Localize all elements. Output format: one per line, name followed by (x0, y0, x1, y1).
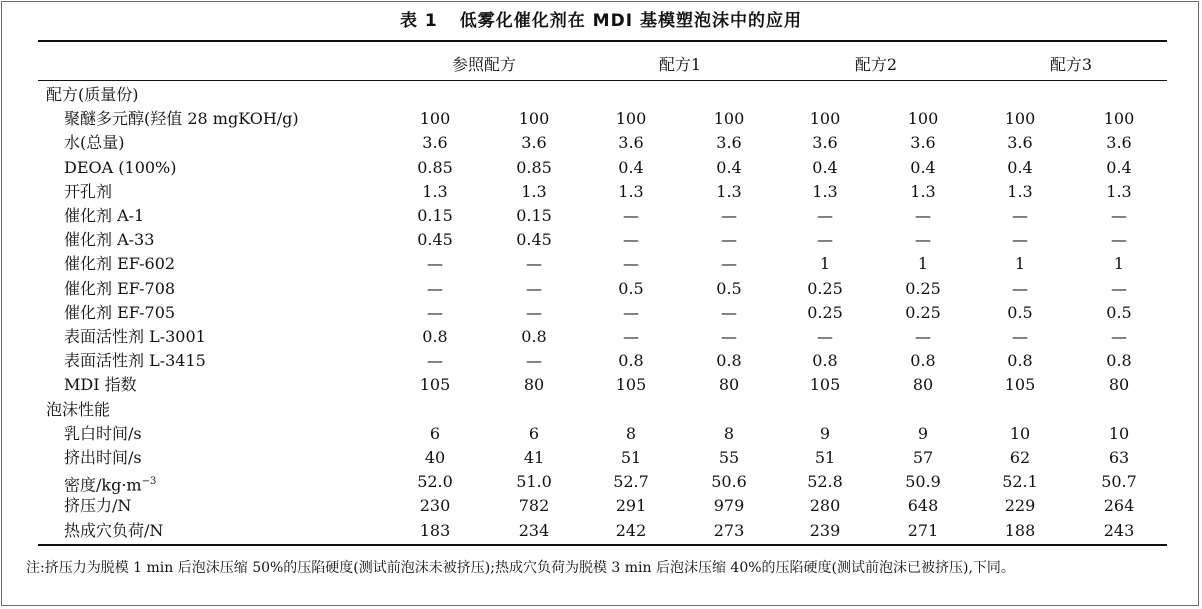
table-cell: 0.85 (417, 157, 453, 177)
row-label (64, 424, 142, 444)
row-label (64, 133, 125, 153)
table-cell: — (1111, 230, 1127, 250)
table-cell: 51.0 (516, 472, 552, 492)
row-label-text: MDI 指数 (64, 375, 137, 395)
table-cell: — (1111, 278, 1127, 298)
table-row (0, 400, 1202, 424)
table-cell: 50.7 (1101, 472, 1137, 492)
row-label-text: 开孔剂 (64, 181, 113, 201)
row-label (64, 496, 131, 516)
row-label-text: 挤出时间/s (64, 448, 142, 467)
table-row (0, 109, 1202, 133)
table-cell: 3.6 (422, 133, 448, 153)
table-cell: 41 (523, 448, 545, 467)
table-cell: — (623, 254, 639, 274)
table-cell: 6 (429, 423, 441, 443)
table-cell: 100 (907, 109, 939, 129)
table-row (0, 279, 1202, 303)
table-number: 表 1 (400, 11, 438, 31)
table-cell: 979 (713, 496, 745, 516)
table-cell: 8 (723, 423, 735, 443)
table-cell: 0.45 (417, 230, 453, 250)
table-cell: 271 (907, 520, 939, 540)
row-label-text: 催化剂 EF-708 (64, 278, 176, 298)
table-cell: 280 (809, 496, 841, 516)
table-cell: — (817, 327, 833, 346)
table-row (0, 230, 1202, 254)
table-cell: — (915, 327, 931, 346)
table-cell: 0.25 (807, 302, 843, 322)
table-cell: — (721, 254, 737, 274)
row-label (64, 327, 206, 347)
column-group-header: 参照配方 (451, 55, 517, 74)
table-cell: 0.5 (716, 278, 742, 298)
table-cell: 6 (528, 423, 540, 443)
row-label (64, 109, 299, 129)
table-cell: — (1111, 206, 1127, 225)
table-cell: — (623, 230, 639, 250)
table-cell: 80 (523, 375, 545, 395)
table-cell: 0.8 (618, 351, 644, 371)
table-cell: 9 (819, 423, 831, 443)
table-cell: 0.8 (812, 351, 838, 371)
table-row (0, 448, 1202, 472)
table-row (0, 424, 1202, 448)
table-cell: 0.8 (716, 351, 742, 371)
row-label-text: 配方(质量份) (46, 85, 139, 104)
section-label (46, 400, 110, 420)
table-row (0, 158, 1202, 182)
table-cell: 80 (912, 375, 934, 395)
table-cell: 62 (1009, 448, 1031, 467)
table-cell: 1.3 (812, 181, 838, 201)
table-row (0, 85, 1202, 109)
table-cell: 0.5 (618, 278, 644, 298)
row-label-text: 表面活性剂 L-3001 (64, 327, 206, 346)
row-label-text: 挤压力/N (64, 496, 132, 516)
table-cell: 100 (1103, 109, 1135, 129)
table-cell: 100 (713, 109, 745, 129)
table-cell: — (526, 278, 542, 298)
table-cell: — (721, 206, 737, 225)
table-cell: 0.4 (1007, 157, 1033, 177)
table-cell: — (623, 206, 639, 225)
table-cell: 0.8 (1007, 351, 1033, 371)
table-cell: 51 (620, 448, 642, 467)
table-cell: — (1111, 327, 1127, 346)
table-cell: 3.6 (618, 133, 644, 153)
table-cell: — (427, 302, 443, 322)
row-label-text: 催化剂 EF-705 (64, 302, 176, 322)
row-label-text: DEOA (100%) (64, 157, 177, 177)
header-rule (38, 80, 1167, 81)
table-row (0, 254, 1202, 278)
row-label-text: 乳白时间/s (64, 423, 142, 443)
table-cell: 188 (1004, 520, 1036, 540)
table-cell: 100 (615, 109, 647, 129)
row-label (64, 472, 156, 495)
table-title: 低雾化催化剂在 MDI 基模塑泡沫中的应用 (459, 11, 802, 31)
table-cell: 239 (809, 520, 841, 540)
table-cell: 243 (1103, 520, 1135, 540)
row-label (64, 303, 175, 323)
table-cell: 0.4 (618, 157, 644, 177)
table-cell: 1.3 (910, 181, 936, 201)
table-cell: — (427, 278, 443, 298)
table-cell: 57 (912, 448, 934, 467)
table-cell: 100 (1004, 109, 1036, 129)
table-cell: 0.8 (521, 327, 547, 346)
table-cell: 3.6 (812, 133, 838, 153)
table-row (0, 206, 1202, 230)
table-cell: 52.0 (417, 472, 453, 492)
row-label (64, 230, 154, 250)
table-cell: 648 (907, 496, 939, 516)
table-cell: — (427, 254, 443, 274)
row-label-text: 催化剂 A-1 (64, 206, 145, 225)
table-cell: — (526, 254, 542, 274)
table-cell: — (427, 351, 443, 371)
table-cell: — (1012, 327, 1028, 346)
section-label (46, 85, 139, 105)
column-group-header: 配方3 (1049, 55, 1093, 74)
row-label (64, 351, 206, 371)
table-row (0, 472, 1202, 496)
table-cell: 291 (615, 496, 647, 516)
table-cell: 100 (419, 109, 451, 129)
table-cell: 51 (814, 448, 836, 467)
table-cell: 100 (518, 109, 550, 129)
table-cell: 0.4 (812, 157, 838, 177)
table-cell: 0.45 (516, 230, 552, 250)
table-cell: 63 (1108, 448, 1130, 467)
row-label (64, 448, 142, 468)
table-cell: 10 (1108, 423, 1130, 443)
table-cell: 1 (1014, 254, 1026, 274)
table-row (0, 133, 1202, 157)
table-cell: 0.8 (422, 327, 448, 346)
table-cell: 264 (1103, 496, 1135, 516)
table-cell: 3.6 (910, 133, 936, 153)
table-row (0, 303, 1202, 327)
table-cell: 8 (625, 423, 637, 443)
row-label (64, 182, 112, 202)
table-cell: 50.6 (711, 472, 747, 492)
table-cell: — (1012, 230, 1028, 250)
table-row (0, 182, 1202, 206)
table-cell: 1 (1113, 254, 1125, 274)
table-cell: 3.6 (1007, 133, 1033, 153)
table-cell: 0.25 (905, 278, 941, 298)
table-cell: 100 (809, 109, 841, 129)
table-cell: 55 (718, 448, 740, 467)
column-group-header: 配方1 (658, 55, 702, 74)
row-label-text: 表面活性剂 L-3415 (64, 351, 206, 371)
table-cell: 0.85 (516, 157, 552, 177)
table-cell: 0.15 (516, 206, 552, 225)
table-cell: 273 (713, 520, 745, 540)
table-cell: 1.3 (422, 181, 448, 201)
table-cell: 1.3 (1106, 181, 1132, 201)
table-cell: 0.5 (1007, 302, 1033, 322)
row-label-text: 催化剂 EF-602 (64, 254, 176, 274)
row-label (64, 206, 144, 226)
unit-exponent: −3 (141, 476, 157, 488)
top-rule (38, 40, 1167, 42)
table-row (0, 327, 1202, 351)
table-cell: 40 (424, 448, 446, 467)
table-cell: 1.3 (1007, 181, 1033, 201)
table-cell: 782 (518, 496, 550, 516)
table-cell: — (1012, 206, 1028, 225)
table-cell: 183 (419, 520, 451, 540)
table-cell: 230 (419, 496, 451, 516)
table-cell: 50.9 (905, 472, 941, 492)
row-label-text: 催化剂 A-33 (64, 230, 155, 250)
table-cell: 0.4 (1106, 157, 1132, 177)
table-cell: — (1012, 278, 1028, 298)
row-label-text: 水(总量) (64, 133, 125, 153)
table-cell: — (721, 327, 737, 346)
table-cell: — (526, 302, 542, 322)
table-cell: — (915, 206, 931, 225)
table-cell: 234 (518, 520, 550, 540)
table-cell: — (817, 230, 833, 250)
row-label (64, 375, 137, 395)
table-row (0, 496, 1202, 520)
table-caption (0, 6, 1202, 31)
table-row (0, 521, 1202, 545)
table-cell: 0.25 (807, 278, 843, 298)
table-cell: 0.8 (910, 351, 936, 371)
table-cell: 1 (819, 254, 831, 274)
table-cell: — (623, 302, 639, 322)
row-label (64, 158, 177, 178)
table-cell: 242 (615, 520, 647, 540)
table-row (0, 351, 1202, 375)
table-cell: 105 (809, 375, 841, 395)
table-cell: — (915, 230, 931, 250)
table-cell: 10 (1009, 423, 1031, 443)
table-cell: 0.8 (1106, 351, 1132, 371)
table-cell: 0.5 (1106, 302, 1132, 322)
table-cell: 52.1 (1002, 472, 1038, 492)
table-cell: 1.3 (716, 181, 742, 201)
column-group-header: 配方2 (854, 55, 898, 74)
row-label (64, 279, 175, 299)
row-label (64, 521, 163, 541)
table-cell: 80 (718, 375, 740, 395)
table-cell: 0.15 (417, 206, 453, 225)
table-cell: — (526, 351, 542, 371)
table-cell: 105 (615, 375, 647, 395)
table-cell: 229 (1004, 496, 1036, 516)
table-cell: — (623, 327, 639, 346)
row-label (64, 254, 175, 274)
table-cell: 80 (1108, 375, 1130, 395)
table-cell: 52.7 (613, 472, 649, 492)
table-cell: — (721, 302, 737, 322)
table-cell: 3.6 (521, 133, 547, 153)
table-cell: 1.3 (521, 181, 547, 201)
table-cell: 0.25 (905, 302, 941, 322)
table-cell: 3.6 (716, 133, 742, 153)
row-label-text: 热成穴负荷/N (64, 520, 164, 540)
row-label-text: 泡沫性能 (46, 399, 111, 419)
table-note: 注:挤压力为脱模 1 min 后泡沫压缩 50%的压陷硬度(测试前泡沫未被挤压);热成穴负荷为脱模 3 min 后泡沫压缩 40%的压陷硬度(测试前泡沫已被挤压),下同。 (26, 560, 1015, 576)
row-label-text: 密度/kg·m (64, 475, 142, 495)
table-cell: 1 (917, 254, 929, 274)
table-cell: — (721, 230, 737, 250)
table-cell: 1.3 (618, 181, 644, 201)
table-cell: 105 (419, 375, 451, 395)
table-cell: 52.8 (807, 472, 843, 492)
table-cell: 0.4 (716, 157, 742, 177)
table-cell: 9 (917, 423, 929, 443)
row-label-text: 聚醚多元醇(羟值 28 mgKOH/g) (64, 109, 299, 129)
table-row (0, 375, 1202, 399)
table-cell: 0.4 (910, 157, 936, 177)
table-cell: 3.6 (1106, 133, 1132, 153)
table-cell: 105 (1004, 375, 1036, 395)
table-cell: — (817, 206, 833, 225)
